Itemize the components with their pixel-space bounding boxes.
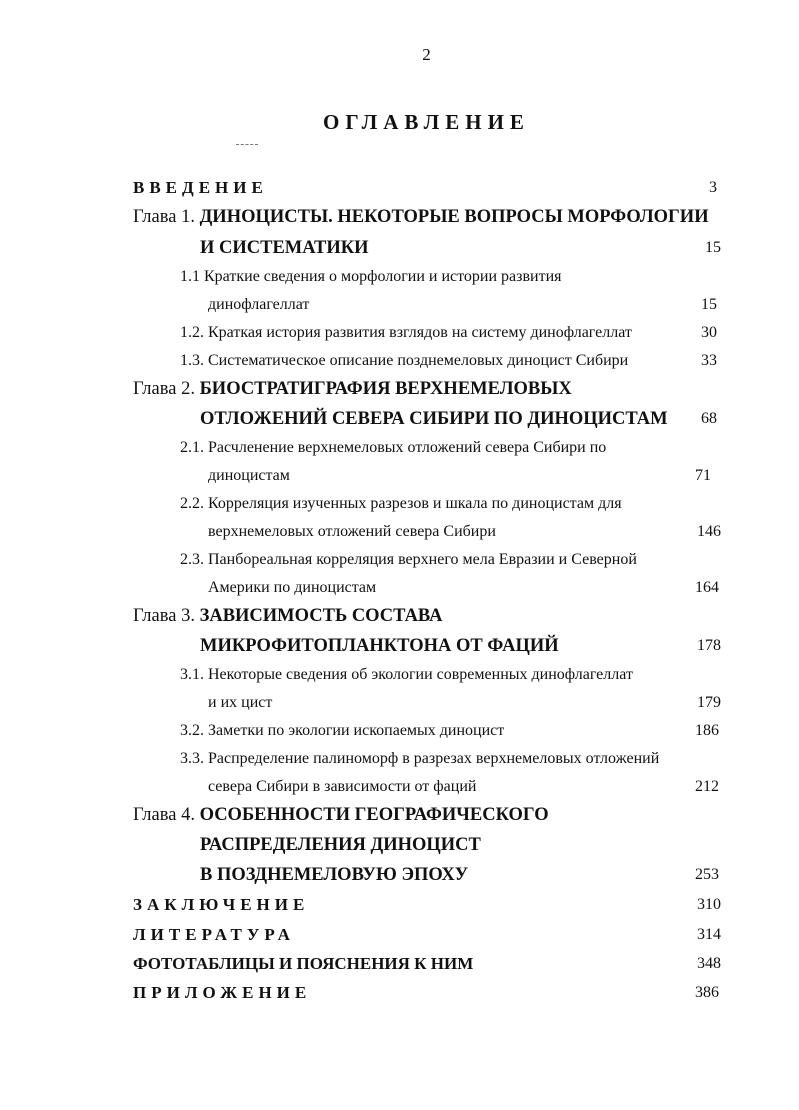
chapter-prefix: Глава 1.	[133, 207, 200, 227]
toc-entry-chapter-4	[0, 801, 799, 829]
toc-entry-text: 2.1. Расчленение верхнемеловых отложений севера Сибири по	[180, 439, 607, 456]
toc-entry-chapter-2	[0, 375, 799, 403]
toc-entry-text: МИКРОФИТОПЛАНКТОНА ОТ ФАЦИЙ	[200, 636, 559, 656]
toc-entry-text: ПРИЛОЖЕНИЕ	[133, 983, 312, 1002]
toc-entry-text	[133, 203, 709, 231]
toc-entry-page: 348	[697, 955, 721, 972]
toc-entry-page: 253	[695, 866, 719, 883]
toc-entry-section-3-3-cont	[0, 773, 799, 801]
toc-entry-section-2-1-cont	[0, 462, 799, 490]
chapter-title: БИОСТРАТИГРАФИЯ ВЕРХНЕМЕЛОВЫХ	[199, 379, 572, 399]
toc-entry-section-2-3	[0, 546, 799, 574]
toc-entry-section-2-2-cont	[0, 518, 799, 546]
toc-entry-text: И СИСТЕМАТИКИ	[200, 238, 369, 258]
toc-entry-text: 3.3. Распределение палиноморф в разрезах верхнемеловых отложений	[180, 750, 660, 767]
toc-entry-page: 15	[701, 296, 717, 313]
toc-entry-page: 33	[701, 352, 717, 369]
toc-entry-text: 1.3. Систематическое описание позднемеловых диноцист Сибири	[180, 352, 629, 369]
toc-entry-text: и их цист	[208, 694, 273, 711]
toc-entry-page: 71	[695, 467, 711, 484]
toc-entry-text: Америки по диноцистам	[208, 579, 377, 596]
toc-entry-page: 310	[697, 896, 721, 913]
chapter-title: ДИНОЦИСТЫ. НЕКОТОРЫЕ ВОПРОСЫ МОРФОЛОГИИ	[199, 207, 709, 227]
toc-entry-text: диноцистам	[208, 467, 290, 484]
toc-entry-section-2-2	[0, 490, 799, 518]
toc-entry-chapter-3	[0, 602, 799, 630]
toc-entry-page: 68	[701, 410, 717, 427]
toc-entry-text: 3.2. Заметки по экологии ископаемых диноцист	[180, 722, 505, 739]
toc-entry-page: 30	[701, 324, 717, 341]
toc-entry-literature	[0, 921, 799, 949]
toc-entry-page: 186	[695, 722, 719, 739]
toc-entry-section-1-1	[0, 263, 799, 291]
toc-entry-section-3-1	[0, 661, 799, 689]
toc-entry-page: 314	[697, 926, 721, 943]
toc-entry-section-1-3	[0, 347, 799, 375]
chapter-prefix: Глава 3.	[133, 606, 200, 626]
toc-entry-chapter-1	[0, 203, 799, 231]
chapter-title: ЗАВИСИМОСТЬ СОСТАВА	[199, 606, 443, 626]
toc-entry-text	[133, 602, 442, 630]
toc-entry-page: 178	[697, 637, 721, 654]
toc-entry-chapter-2-cont	[0, 405, 799, 433]
toc-entry-chapter-1-cont	[0, 234, 799, 262]
toc-entry-page: 179	[697, 694, 721, 711]
toc-entry-page: 212	[695, 778, 719, 795]
toc-entry-text: ЛИТЕРАТУРА	[133, 925, 295, 944]
toc-entry-text: динофлагеллат	[208, 296, 310, 313]
toc-entry-text: 2.2. Корреляция изученных разрезов и шкала по диноцистам для	[180, 495, 622, 512]
toc-entry-page: 164	[695, 579, 719, 596]
toc-entry-text: РАСПРЕДЕЛЕНИЯ ДИНОЦИСТ	[200, 835, 481, 855]
toc-entry-section-3-3	[0, 745, 799, 773]
toc-entry-text: ЗАКЛЮЧЕНИЕ	[133, 895, 310, 914]
toc-entry-photo-tables	[0, 950, 799, 978]
toc-entry-page: 146	[697, 523, 721, 540]
toc-entry-section-2-3-cont	[0, 574, 799, 602]
toc-entry-text	[133, 801, 549, 829]
toc-entry-text: 2.3. Панбореальная корреляция верхнего мела Евразии и Северной	[180, 551, 637, 568]
toc-entry-text: верхнемеловых отложений севера Сибири	[208, 523, 496, 540]
chapter-prefix: Глава 2.	[133, 379, 200, 399]
toc-entry-chapter-3-cont	[0, 632, 799, 660]
toc-entry-section-1-2	[0, 319, 799, 347]
page-number: 2	[422, 45, 431, 64]
toc-entry-section-1-1-cont	[0, 291, 799, 319]
toc-entry-chapter-4-cont-1	[0, 831, 799, 859]
toc-entry-text: В ПОЗДНЕМЕЛОВУЮ ЭПОХУ	[200, 865, 469, 885]
toc-entry-text: 3.1. Некоторые сведения об экологии современных динофлагеллат	[180, 666, 633, 683]
toc-entry-section-3-1-cont	[0, 689, 799, 717]
toc-entry-text	[133, 375, 572, 403]
chapter-prefix: Глава 4.	[133, 805, 200, 825]
toc-entry-page: 15	[705, 239, 721, 256]
toc-entry-conclusion	[0, 891, 799, 919]
toc-entry-text: 1.2. Краткая история развития взглядов на систему динофлагеллат	[180, 324, 632, 341]
scan-mark	[236, 144, 258, 146]
toc-entry-page: 386	[695, 984, 719, 1001]
toc-entry-text: ОТЛОЖЕНИЙ СЕВЕРА СИБИРИ ПО ДИНОЦИСТАМ	[200, 409, 668, 429]
toc-entry-text: 1.1 Краткие сведения о морфологии и истории развития	[180, 268, 562, 285]
chapter-title: ОСОБЕННОСТИ ГЕОГРАФИЧЕСКОГО	[199, 805, 549, 825]
toc-entry-text: севера Сибири в зависимости от фаций	[208, 778, 477, 795]
toc-title: ОГЛАВЛЕНИЕ	[323, 110, 530, 134]
toc-entry-page: 3	[709, 179, 717, 196]
toc-entry-text: ФОТОТАБЛИЦЫ И ПОЯСНЕНИЯ К НИМ	[133, 954, 474, 973]
toc-entry-chapter-4-cont-2	[0, 861, 799, 889]
toc-entry-appendix	[0, 979, 799, 1007]
toc-entry-introduction	[0, 174, 799, 202]
toc-entry-section-3-2	[0, 717, 799, 745]
toc-entry-section-2-1	[0, 434, 799, 462]
toc-entry-text: ВВЕДЕНИЕ	[133, 178, 268, 197]
